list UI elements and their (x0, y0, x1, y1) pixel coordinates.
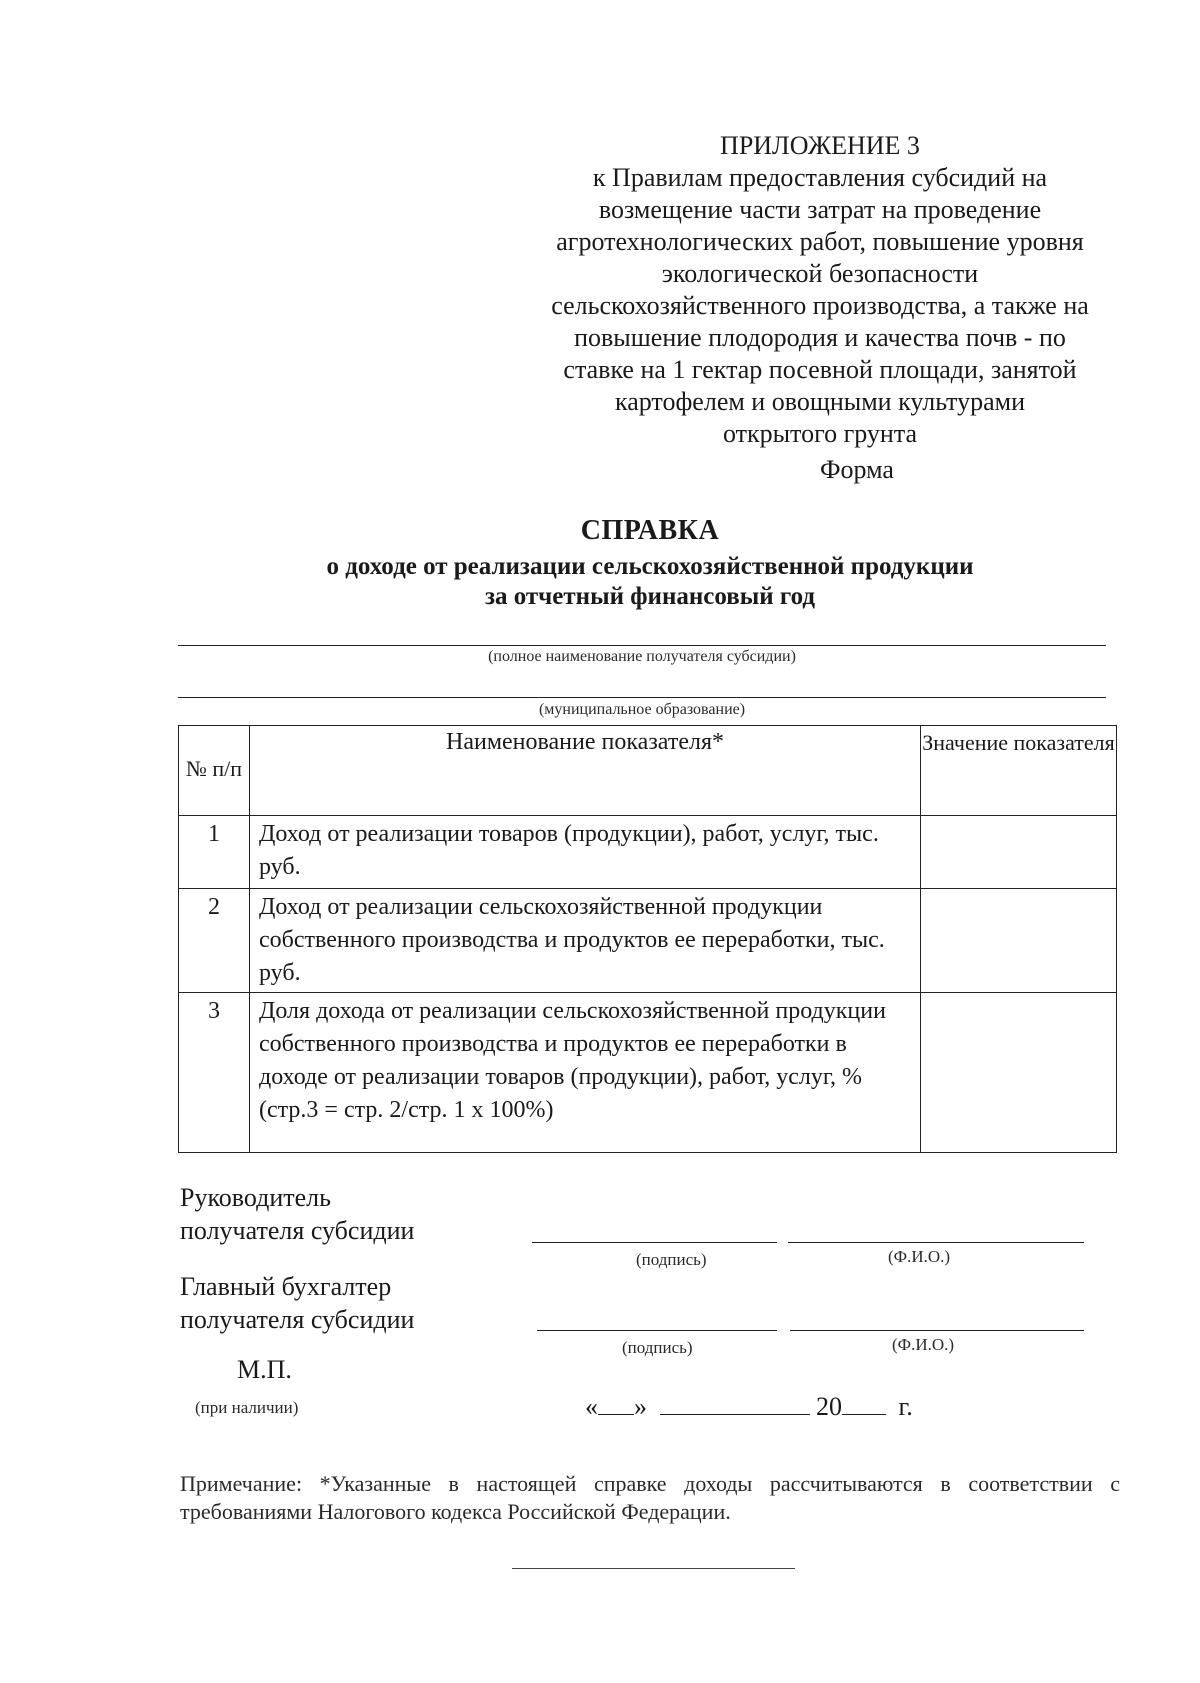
indicator-value-cell[interactable] (921, 889, 1117, 993)
head-signature-caption: (подпись) (636, 1250, 707, 1269)
year-field[interactable] (842, 1388, 886, 1415)
accountant-name-field[interactable] (790, 1330, 1084, 1331)
date-field (585, 1388, 913, 1422)
indicator-name: Доля дохода от реализации сельскохозяйственной продукции собственного производства и продуктов ее переработки в доходе от реализации товаров (продукции), работ, услуг, % (стр.3 = стр. 2/стр. 1 х 100%) (250, 993, 921, 1153)
table-row (179, 889, 1117, 993)
appendix-line: картофелем и овощными культурами (615, 387, 1025, 416)
table-row (179, 993, 1117, 1153)
form-label: Форма (820, 455, 894, 484)
indicator-name: Доход от реализации товаров (продукции), работ, услуг, тыс. руб. (250, 816, 921, 889)
document-subtitle-period: за отчетный финансовый год (484, 583, 816, 610)
appendix-line: к Правилам предоставления субсидий на (592, 163, 1048, 192)
row-number: 3 (179, 993, 250, 1153)
head-label-recipient: получателя субсидии (180, 1216, 415, 1245)
appendix-line: сельскохозяйственного производства, а также на (551, 291, 1089, 320)
date-close-quote: » (634, 1392, 647, 1421)
accountant-name-caption: (Ф.И.О.) (892, 1335, 955, 1354)
municipality-field[interactable] (178, 697, 1106, 698)
accountant-signature-field[interactable] (537, 1330, 777, 1331)
head-label: Руководитель (180, 1183, 331, 1212)
indicator-value-cell[interactable] (921, 993, 1117, 1153)
appendix-line: повышение плодородия и качества почв - по (574, 323, 1066, 352)
month-field[interactable] (660, 1388, 810, 1415)
year-prefix: 20 (816, 1392, 842, 1421)
stamp-label: М.П. (237, 1355, 292, 1384)
appendix-line: возмещение части затрат на проведение (598, 195, 1042, 224)
accountant-signature-caption: (подпись) (622, 1338, 693, 1357)
year-suffix: г. (898, 1392, 913, 1421)
end-divider (512, 1568, 795, 1569)
document-subtitle: о доходе от реализации сельскохозяйственной продукции (326, 553, 974, 580)
day-field[interactable] (598, 1388, 634, 1415)
indicators-table (178, 725, 1117, 1153)
accountant-label: Главный бухгалтер (180, 1272, 392, 1301)
footnote: Примечание: *Указанные в настоящей справке доходы рассчитываются в соответствии с требованиями Налогового кодекса Российской Федерации. (180, 1471, 1120, 1524)
head-signature-field[interactable] (532, 1242, 777, 1243)
accountant-label-recipient: получателя субсидии (180, 1305, 415, 1334)
table-header-row (179, 726, 1117, 816)
appendix-line: открытого грунта (722, 419, 918, 448)
appendix-line: ставке на 1 гектар посевной площади, занятой (563, 355, 1077, 384)
recipient-name-caption: (полное наименование получателя субсидии) (488, 648, 796, 665)
date-open-quote: « (585, 1392, 598, 1421)
row-number: 1 (179, 816, 250, 889)
appendix-line: агротехнологических работ, повышение уровня (556, 227, 1084, 256)
municipality-caption: (муниципальное образование) (538, 701, 746, 718)
head-name-caption: (Ф.И.О.) (888, 1247, 951, 1266)
recipient-name-field[interactable] (178, 645, 1106, 646)
appendix-block (520, 130, 1120, 450)
head-name-field[interactable] (788, 1242, 1084, 1243)
column-header-number: № п/п (179, 726, 250, 816)
document-title: СПРАВКА (580, 515, 720, 546)
stamp-note: (при наличии) (195, 1398, 299, 1417)
appendix-line: ПРИЛОЖЕНИЕ 3 (720, 131, 920, 160)
appendix-line: экологической безопасности (661, 259, 979, 288)
table-row (179, 816, 1117, 889)
row-number: 2 (179, 889, 250, 993)
indicator-name: Доход от реализации сельскохозяйственной продукции собственного производства и продуктов ее переработки, тыс. руб. (250, 889, 921, 993)
column-header-indicator: Наименование показателя* (250, 726, 921, 816)
column-header-value: Значение показателя (921, 726, 1117, 816)
indicator-value-cell[interactable] (921, 816, 1117, 889)
